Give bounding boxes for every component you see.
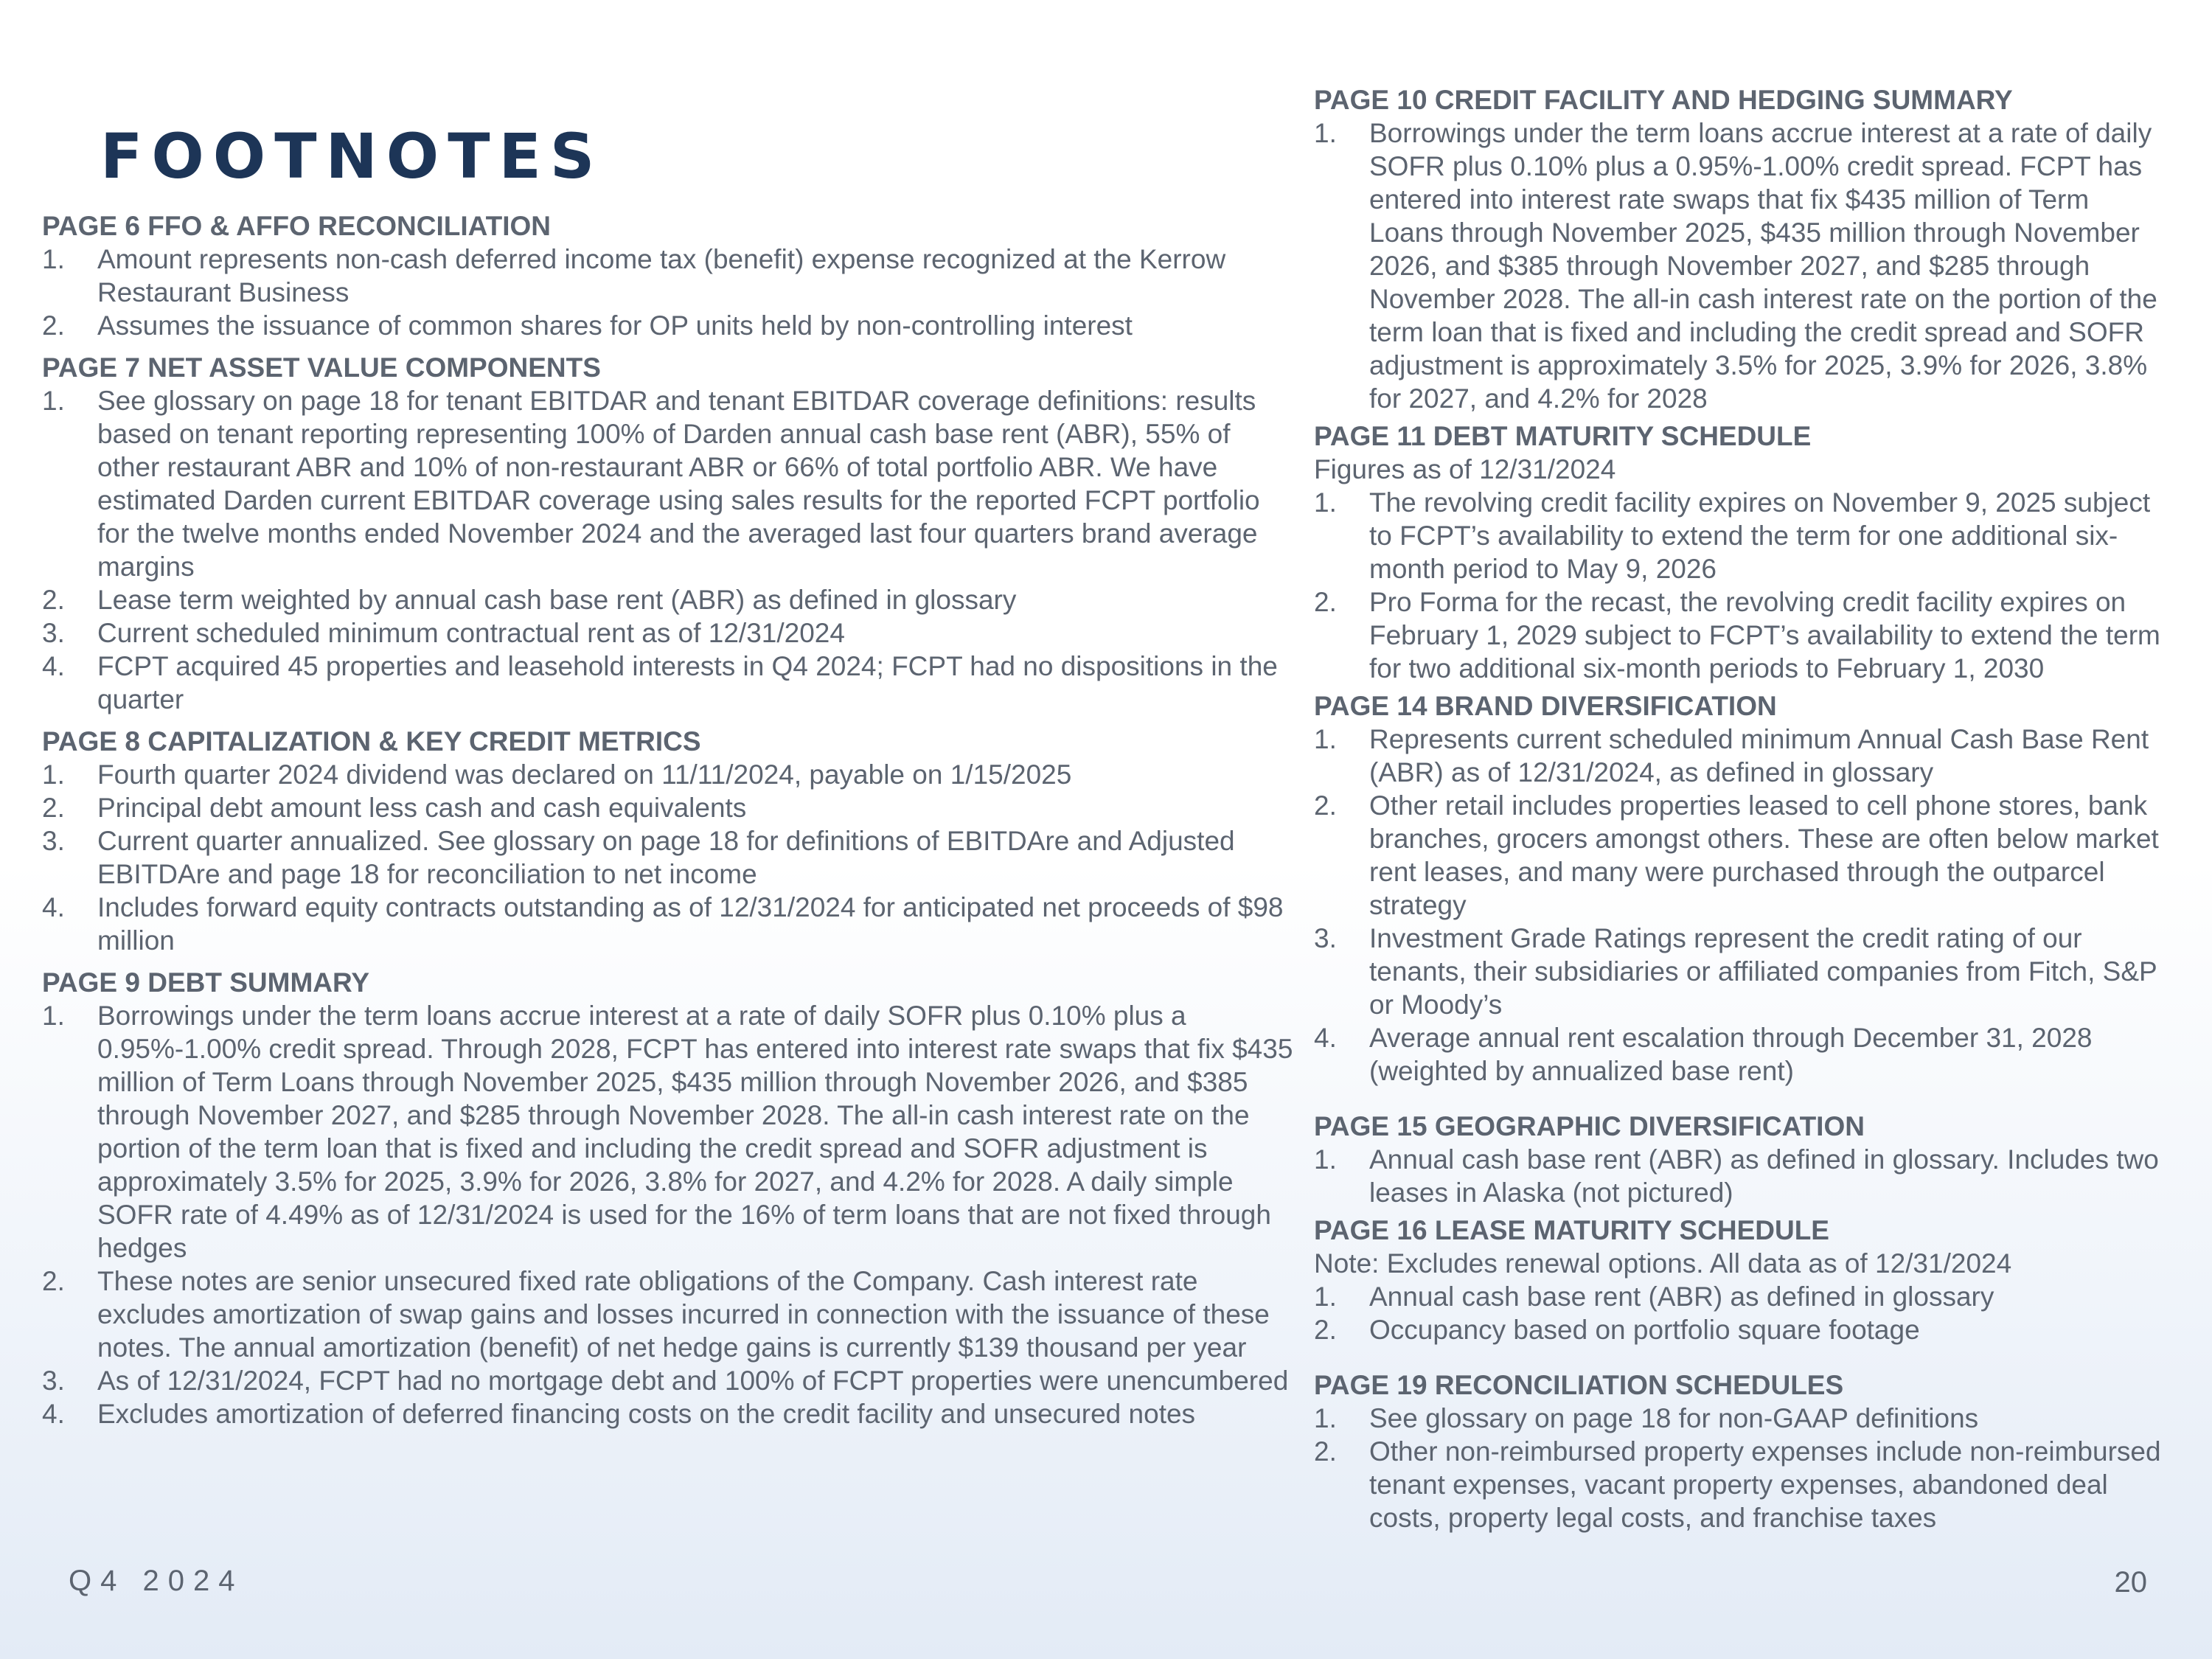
footnote-item (42, 384, 1295, 583)
footnote-text: Current scheduled minimum contractual rent as of 12/31/2024 (97, 618, 845, 648)
section-page-7 (42, 351, 1295, 716)
section-title: PAGE 7 NET ASSET VALUE COMPONENTS (42, 352, 601, 383)
section-title: PAGE 14 BRAND DIVERSIFICATION (1314, 691, 1777, 721)
section-page-15 (1314, 1110, 2169, 1209)
footnote-number: 1. (42, 386, 65, 416)
footnote-item (1314, 486, 2169, 585)
footnote-number: 3. (42, 618, 65, 648)
section-page-6 (42, 209, 1295, 342)
section-title: PAGE 6 FFO & AFFO RECONCILIATION (42, 211, 551, 241)
footnote-text: Fourth quarter 2024 dividend was declared on 11/11/2024, payable on 1/15/2025 (97, 759, 1072, 790)
footnote-item (42, 650, 1295, 716)
footnote-item (1314, 1313, 2169, 1346)
footnote-text: Assumes the issuance of common shares for OP units held by non-controlling interest (97, 310, 1133, 341)
footnote-number: 4. (42, 1399, 65, 1429)
left-column (42, 209, 1295, 1439)
footnote-text: The revolving credit facility expires on November 9, 2025 subject to FCPT’s availability to extend the term for one additional six-month period to May 9, 2026 (1369, 487, 2151, 584)
footnote-text: Annual cash base rent (ABR) as defined in glossary (1369, 1281, 1994, 1312)
footnote-number: 2. (1314, 587, 1337, 617)
footnote-item (1314, 1402, 2169, 1435)
section-intro: Note: Excludes renewal options. All data as of 12/31/2024 (1314, 1248, 2012, 1279)
section-page-9 (42, 966, 1295, 1430)
footnote-item (1314, 922, 2169, 1021)
section-page-14 (1314, 689, 2169, 1088)
section-page-19 (1314, 1368, 2169, 1534)
section-title: PAGE 10 CREDIT FACILITY AND HEDGING SUMMARY (1314, 85, 2013, 115)
footnote-number: 2. (42, 310, 65, 341)
footnote-number: 1. (42, 759, 65, 790)
footnote-item (42, 999, 1295, 1265)
footnote-text: Borrowings under the term loans accrue interest at a rate of daily SOFR plus 0.10% plus a 0.95%-1.00% credit spread. Through 2028, FCPT has entered into interest rate swaps that fix $435 million of Term Loans through November 2025, $435 million through November 2026, and $385 through November 2027, and $285 through November 2028. The all-in cash interest rate on the portion of the term loan that is fixed and including the credit spread and SOFR adjustment is approximately 3.5% for 2025, 3.9% for 2026, 3.8% for 2027, and 4.2% for 2028. A daily simple SOFR rate of 4.49% as of 12/31/2024 is used for the 16% of term loans that are not fixed through hedges (97, 1001, 1293, 1263)
footnote-number: 1. (42, 1001, 65, 1031)
footnote-text: Borrowings under the term loans accrue interest at a rate of daily SOFR plus 0.10% plus a 0.95%-1.00% credit spread. FCPT has entered into interest rate swaps that fix $435 million of Term Loans through November 2025, $435 million through November 2026, and $385 through November 2027, and $285 through November 2028. The all-in cash interest rate on the portion of the term loan that is fixed and including the credit spread and SOFR adjustment is approximately 3.5% for 2025, 3.9% for 2026, 3.8% for 2027, and 4.2% for 2028 (1369, 118, 2157, 414)
footnote-item (42, 616, 1295, 650)
footnote-text: FCPT acquired 45 properties and leasehold interests in Q4 2024; FCPT had no dispositions in the quarter (97, 651, 1278, 714)
section-page-10 (1314, 83, 2169, 415)
report-period: Q4 2024 (69, 1565, 244, 1597)
footnote-text: See glossary on page 18 for tenant EBITDAR and tenant EBITDAR coverage definitions: results based on tenant reporting representing 100% of Darden annual cash base rent (ABR), 55% of other restaurant ABR and 10% of non-restaurant ABR or 66% of total portfolio ABR. We have estimated Darden current EBITDAR coverage using sales results for the reported FCPT portfolio for the twelve months ended November 2024 and the averaged last four quarters brand average margins (97, 386, 1260, 582)
section-page-11 (1314, 420, 2169, 685)
footnote-text: Other retail includes properties leased to cell phone stores, bank branches, grocers amongst others. These are often below market rent leases, and many were purchased through the outparcel strategy (1369, 790, 2159, 920)
footnote-number: 2. (1314, 790, 1337, 821)
footnote-item (1314, 1143, 2169, 1209)
footnote-item (1314, 116, 2169, 415)
footnote-item (1314, 1280, 2169, 1313)
footnote-number: 1. (1314, 1281, 1337, 1312)
footnote-text: As of 12/31/2024, FCPT had no mortgage debt and 100% of FCPT properties were unencumbered (97, 1366, 1289, 1396)
footnote-number: 1. (1314, 1403, 1337, 1433)
footnote-number: 2. (42, 585, 65, 615)
section-page-16 (1314, 1214, 2169, 1346)
footnote-number: 3. (42, 1366, 65, 1396)
footnote-number: 2. (42, 1266, 65, 1296)
footnote-text: Represents current scheduled minimum Annual Cash Base Rent (ABR) as of 12/31/2024, as defined in glossary (1369, 724, 2149, 787)
footnote-item (1314, 1021, 2169, 1088)
footnote-text: Excludes amortization of deferred financing costs on the credit facility and unsecured notes (97, 1399, 1196, 1429)
footnote-number: 2. (1314, 1315, 1337, 1345)
page-number: 20 (2114, 1566, 2147, 1599)
footnote-number: 1. (1314, 118, 1337, 148)
footnote-number: 1. (1314, 487, 1337, 518)
footnote-text: See glossary on page 18 for non-GAAP definitions (1369, 1403, 1979, 1433)
footnote-number: 2. (1314, 1436, 1337, 1467)
footnote-number: 4. (42, 651, 65, 681)
footnote-number: 1. (1314, 1144, 1337, 1175)
footnote-number: 1. (42, 244, 65, 274)
section-intro: Figures as of 12/31/2024 (1314, 454, 1616, 484)
footnote-text: Lease term weighted by annual cash base rent (ABR) as defined in glossary (97, 585, 1017, 615)
section-title: PAGE 8 CAPITALIZATION & KEY CREDIT METRICS (42, 726, 701, 757)
footnote-text: Other non-reimbursed property expenses include non-reimbursed tenant expenses, vacant property expenses, abandoned deal costs, property legal costs, and franchise taxes (1369, 1436, 2161, 1533)
footnote-text: Pro Forma for the recast, the revolving credit facility expires on February 1, 2029 subject to FCPT’s availability to extend the term for two additional six-month periods to February 1, 2030 (1369, 587, 2160, 684)
footnote-text: Occupancy based on portfolio square footage (1369, 1315, 1920, 1345)
footnote-item (42, 309, 1295, 342)
section-title: PAGE 19 RECONCILIATION SCHEDULES (1314, 1370, 1844, 1400)
footnote-item (42, 824, 1295, 891)
footnote-item (42, 791, 1295, 824)
footnote-number: 3. (42, 826, 65, 856)
footnote-item (42, 758, 1295, 791)
footnote-item (42, 583, 1295, 616)
footnote-item (1314, 789, 2169, 922)
footnote-item (1314, 585, 2169, 685)
footnote-number: 4. (1314, 1023, 1337, 1053)
footnote-text: Annual cash base rent (ABR) as defined in glossary. Includes two leases in Alaska (not pictured) (1369, 1144, 2159, 1208)
section-title: PAGE 9 DEBT SUMMARY (42, 967, 370, 998)
footnote-text: Investment Grade Ratings represent the credit rating of our tenants, their subsidiaries or affiliated companies from Fitch, S&P or Moody’s (1369, 923, 2157, 1020)
page-title: FOOTNOTES (100, 120, 604, 192)
footnote-item (42, 891, 1295, 957)
footnote-item (1314, 1435, 2169, 1534)
section-title: PAGE 16 LEASE MATURITY SCHEDULE (1314, 1215, 1829, 1245)
footnote-item (1314, 723, 2169, 789)
section-page-8 (42, 725, 1295, 957)
footnote-text: Includes forward equity contracts outstanding as of 12/31/2024 for anticipated net proceeds of $98 million (97, 892, 1284, 956)
footnote-number: 4. (42, 892, 65, 922)
section-title: PAGE 15 GEOGRAPHIC DIVERSIFICATION (1314, 1111, 1865, 1141)
footnote-number: 3. (1314, 923, 1337, 953)
footnote-item (42, 1397, 1295, 1430)
footnote-text: Principal debt amount less cash and cash equivalents (97, 793, 747, 823)
footnote-text: Amount represents non-cash deferred income tax (benefit) expense recognized at the Kerrow Restaurant Business (97, 244, 1226, 307)
footnote-text: Current quarter annualized. See glossary on page 18 for definitions of EBITDAre and Adjusted EBITDAre and page 18 for reconciliation to net income (97, 826, 1235, 889)
footnote-text: These notes are senior unsecured fixed rate obligations of the Company. Cash interest rate excludes amortization of swap gains and losses incurred in connection with the issuance of these notes. The annual amortization (benefit) of net hedge gains is currently $139 thousand per year (97, 1266, 1270, 1363)
section-title: PAGE 11 DEBT MATURITY SCHEDULE (1314, 421, 1812, 451)
right-column (1314, 83, 2169, 1539)
footnote-item (42, 1364, 1295, 1397)
footnote-number: 1. (1314, 724, 1337, 754)
footnote-item (42, 1265, 1295, 1364)
footnote-text: Average annual rent escalation through December 31, 2028 (weighted by annualized base rent) (1369, 1023, 2093, 1086)
footnote-number: 2. (42, 793, 65, 823)
footnote-item (42, 243, 1295, 309)
